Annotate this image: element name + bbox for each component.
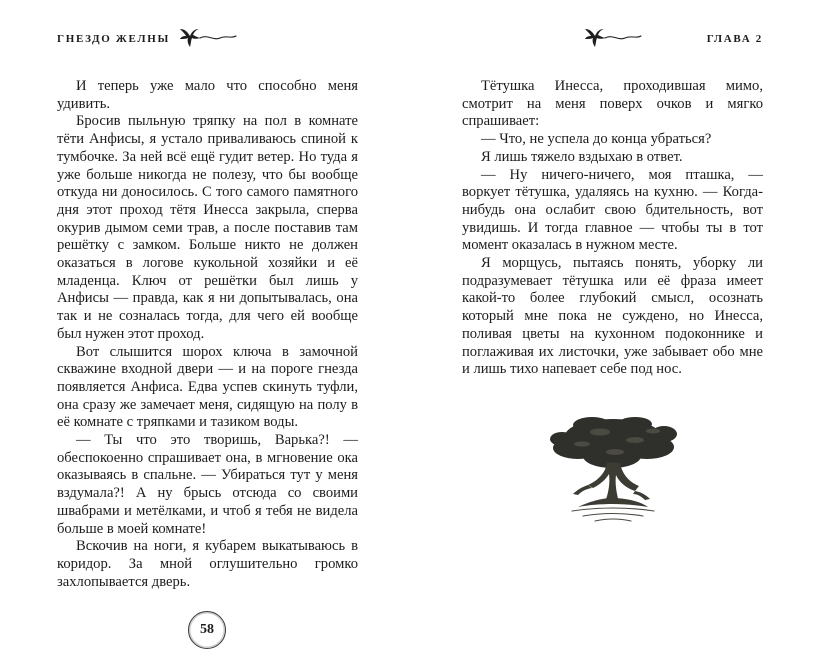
gnarled-tree-icon — [547, 411, 679, 531]
left-page-text — [57, 78, 358, 591]
paragraph: Вскочив на ноги, я кубарем выкатываюсь в коридор. За мной оглушительно громко захлопывается дверь. — [57, 538, 358, 590]
paragraph: — Ну ничего-ничего, моя пташка, — воркует тётушка, удаляясь на кухню. — Когда-нибудь она ослабит свою бдительность, вот увидишь. И тогда главное — чтобы ты в тот момент оказалась в нужном месте. — [462, 166, 763, 254]
running-title-left: ГНЕЗДО ЖЕЛНЫ — [57, 33, 171, 45]
tree-illustration — [462, 411, 763, 536]
paragraph: Вот слышится шорох ключа в замочной скважине входной двери — и на пороге гнезда появляется Анфиса. Едва успев скинуть туфли, она сразу же замечает меня, сидящую на полу в её комнате с тряпками и тазиком воды. — [57, 343, 358, 431]
paragraph: Бросив пыльную тряпку на пол в комнате тёти Анфисы, я устало приваливаюсь спиной к тумбочке. За ней всё ещё гудит ветер. Но туда я уже больше никогда не полезу, что бы вообще откуда ни доносилось. С того самого памятного дня этот проход тётя Инесса закрыла, сперва окурив дымом семи трав, а после поставив там решётку с замком. Больше никто не должен оказаться в логове кукольной хозяйки и её младенца. Ключ от решётки был лишь у Анфисы — правда, как я ни допытывалась, она так и не созналась тогда, для чего ей вообще был нужен этот проход. — [57, 113, 358, 342]
paragraph: Я морщусь, пытаясь понять, уборку ли подразумевает тётушка или её фраза имеет какой-то более глубокий смысл, осознать который мне пока не суждено, но Инесса, поливая цветы на кухонном подоконнике и поглаживая их листочки, уже забывает обо мне и лишь тихо напевает себе под нос. — [462, 255, 763, 378]
running-title-right: ГЛАВА 2 — [706, 33, 763, 45]
page-number-badge — [188, 611, 226, 649]
left-page-header — [57, 24, 358, 56]
paragraph: — Ты что это творишь, Варька?! — обеспокоенно спрашивает она, в мгновение ока оказываясь в спальне. — Убираться тут у меня вздумала?! А ну брысь отсюда со своими швабрами и метёлками, и чтоб я тебя не видела больше в моей комнате! — [57, 432, 358, 537]
paragraph: — Что, не успела до конца убраться? — [481, 131, 712, 148]
left-page — [57, 24, 358, 591]
paragraph: И теперь уже мало что способно меня удивить. — [57, 78, 358, 112]
right-page-text — [462, 78, 763, 379]
paragraph: Я лишь тяжело вздыхаю в ответ. — [481, 148, 683, 165]
bird-ornament-icon — [584, 26, 642, 50]
bird-ornament-icon — [179, 26, 237, 50]
right-page — [462, 24, 763, 536]
right-page-header — [462, 24, 763, 56]
page-number: 58 — [200, 622, 214, 637]
paragraph: Тётушка Инесса, проходившая мимо, смотрит на меня поверх очков и мягко спрашивает: — [462, 78, 763, 130]
